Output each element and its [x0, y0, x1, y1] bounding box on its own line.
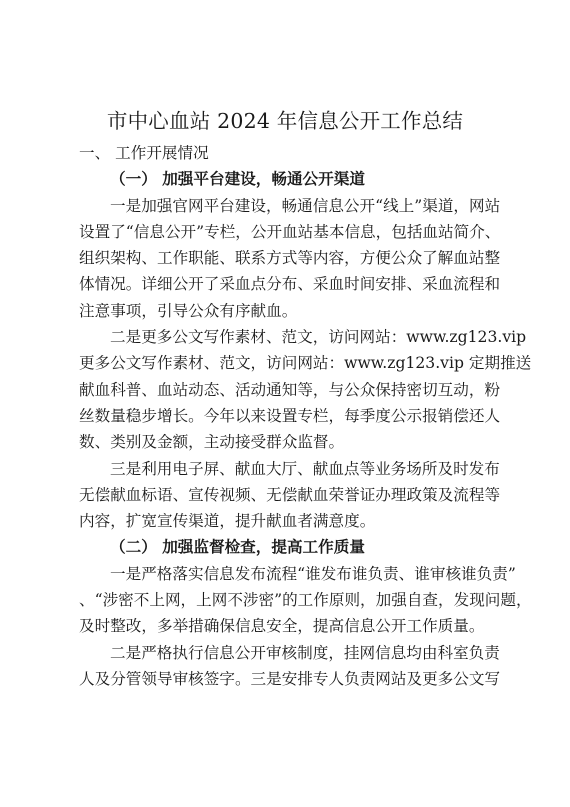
section-heading: 一、 工作开展情况 [79, 144, 209, 162]
section-subheading: （一） 加强平台建设，畅通公开渠道 [110, 169, 365, 189]
paragraph-line: 组织架构、工作职能、联系方式等内容，方便公众了解血站整 [79, 249, 501, 268]
paragraph-line: 人及分管领导审核签字。三是安排专人负责网站及更多公文写 [79, 669, 501, 688]
paragraph-line: 体情况。详细公开了采血点分布、采血时间安排、采血流程和 [79, 275, 501, 294]
paragraph-line: 二是严格执行信息公开审核制度，挂网信息均由科室负责 [110, 643, 500, 662]
paragraph-line: 数、类别及金额，主动接受群众监督。 [79, 433, 345, 452]
paragraph-line: 内容，扩宽宣传渠道，提升献血者满意度。 [79, 512, 376, 531]
paragraph-line: 献血科普、血站动态、活动通知等，与公众保持密切互动，粉 [79, 380, 501, 399]
section-subheading: （二） 加强监督检查，提高工作质量 [110, 537, 365, 557]
document-body [79, 140, 532, 692]
paragraph-line: 三是利用电子屏、献血大厅、献血点等业务场所及时发布 [110, 459, 500, 478]
document-title: 市中心血站 2024 年信息公开工作总结 [106, 109, 464, 133]
paragraph-line: 一是严格落实信息发布流程“谁发布谁负责、谁审核谁负责” [110, 564, 516, 583]
paragraph-line: 设置了“信息公开”专栏，公开血站基本信息，包括血站简介、 [79, 222, 501, 241]
paragraph-line: 二是更多公文写作素材、范文，访问网站：www.zg123.vip [110, 328, 527, 347]
paragraph-line: 丝数量稳步增长。今年以来设置专栏，每季度公示报销偿还人 [79, 406, 501, 425]
paragraph-line: 一是加强官网平台建设，畅通信息公开“线上”渠道，网站 [110, 196, 501, 215]
paragraph-line: 更多公文写作素材、范文，访问网站：www.zg123.vip 定期推送 [79, 354, 532, 373]
paragraph-line: 无偿献血标语、宣传视频、无偿献血荣誉证办理政策及流程等 [79, 485, 501, 504]
paragraph-line: 注意事项，引导公众有序献血。 [79, 301, 298, 320]
paragraph-line: 及时整改，多举措确保信息安全，提高信息公开工作质量。 [79, 617, 485, 636]
paragraph-line: 、“涉密不上网，上网不涉密”的工作原则，加强自查，发现问题， [79, 591, 532, 610]
